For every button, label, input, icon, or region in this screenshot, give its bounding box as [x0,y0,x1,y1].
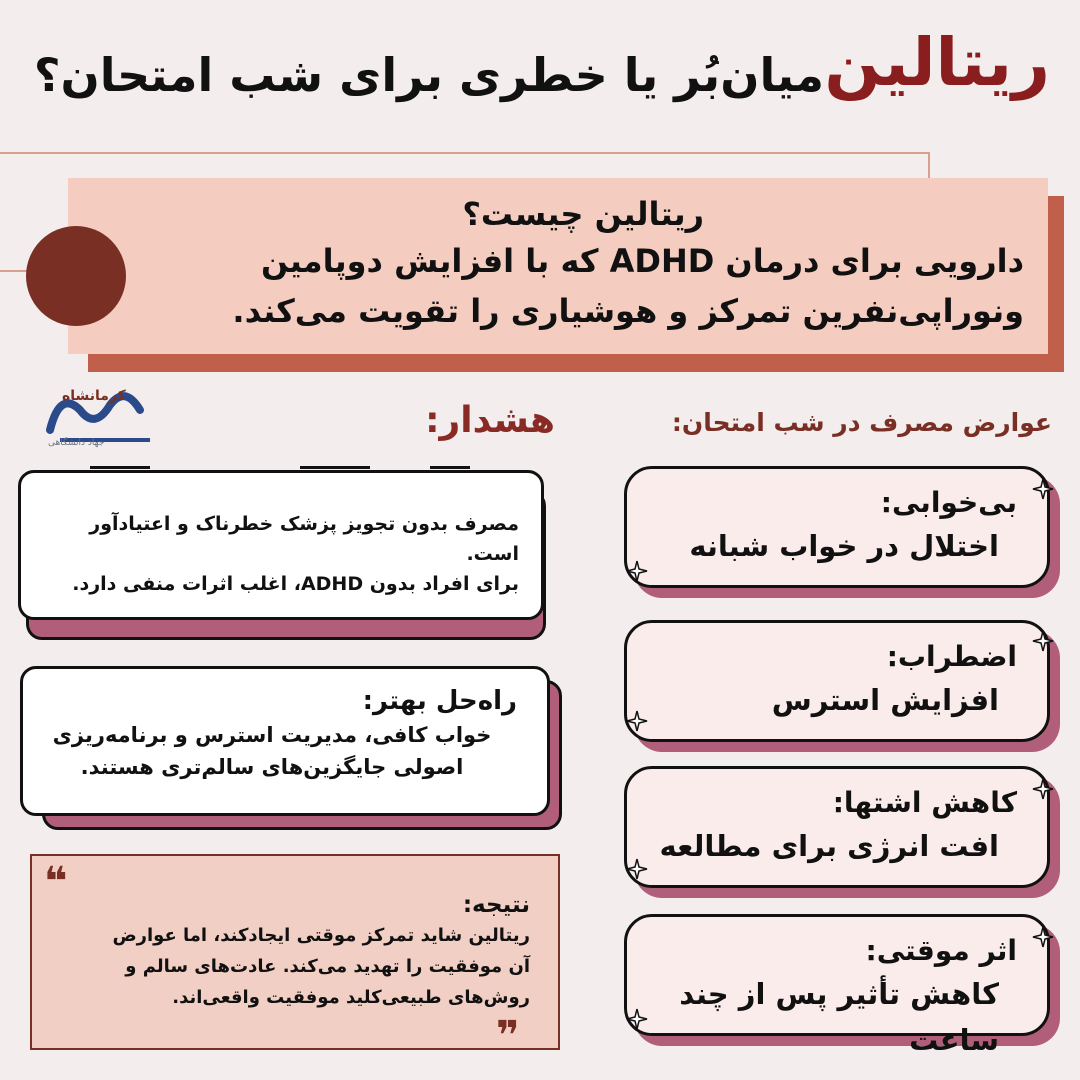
title-text: میان‌بُر یا خطری برای شب امتحان؟ [33,48,824,102]
warning-heading: هشدار: [425,400,555,441]
frame-line [0,152,930,154]
decor-circle [26,226,126,326]
side-effect-desc: کاهش تأثیر پس از چند ساعت [679,977,999,1057]
definition-line: ونوراپی‌نفرین تمرکز و هوشیاری را تقویت می‌کند. [232,292,1024,330]
side-effect-desc: افت انرژی برای مطالعه [659,829,999,863]
solution-line: اصولی جایگزین‌های سالم‌تری هستند. [80,755,464,779]
conclusion-line: روش‌های طبیعی‌کلید موفقیت واقعی‌اند. [172,987,530,1008]
side-effect-title: اضطراب: [886,640,1017,673]
conclusion-title: نتیجه: [462,892,530,918]
solution-title: راه‌حل بهتر: [362,686,517,716]
definition-box [68,178,1048,354]
warning-card [18,470,544,620]
side-effect-title: اثر موقتی: [865,934,1017,967]
quote-icon: ❝ [44,859,68,905]
solution-card [20,666,550,816]
star-icon [626,560,648,582]
definition-body [92,236,1024,336]
title-highlight: ریتالین [824,24,1050,101]
conclusion-body [50,920,530,1013]
warning-line: مصرف بدون تجویز پزشک خطرناک و اعتیادآور است. [89,513,519,565]
quote-icon: ❞ [496,1013,520,1059]
definition-line: دارویی برای درمان ADHD که با افزایش دوپامین [260,242,1024,280]
conclusion-line: ریتالین شاید تمرکز موقتی ایجادکند، اما عوارض [112,925,530,946]
definition-title: ریتالین چیست؟ [462,195,704,233]
star-icon [626,858,648,880]
star-icon [626,1008,648,1030]
dash-decor [90,466,150,469]
side-effect-card [624,766,1050,888]
star-icon [1032,630,1054,652]
star-icon [626,710,648,732]
side-effect-desc: اختلال در خواب شبانه [689,529,999,563]
side-effect-title: کاهش اشتها: [832,786,1017,819]
solution-line: خواب کافی، مدیریت استرس و برنامه‌ریزی [52,723,492,747]
star-icon [1032,926,1054,948]
side-effects-heading: عوارض مصرف در شب امتحان: [671,408,1052,437]
star-icon [1032,478,1054,500]
conclusion-box [30,854,560,1050]
side-effect-card [624,620,1050,742]
star-icon [1032,778,1054,800]
conclusion-line: آن موفقیت را تهدید می‌کند. عادت‌های سالم و [125,956,530,977]
side-effect-card [624,466,1050,588]
side-effect-card [624,914,1050,1057]
warning-line: برای افراد بدون ADHD، اغلب اثرات منفی دارد. [72,573,519,595]
logo-text: کرمانشاه [62,388,126,404]
solution-body [41,719,517,783]
logo-subtext: جهاد دانشگاهی [48,438,105,448]
side-effect-title: بی‌خوابی: [880,486,1017,519]
dash-decor [430,466,470,469]
side-effect-desc: افزایش استرس [771,683,999,717]
dash-decor [300,466,370,469]
